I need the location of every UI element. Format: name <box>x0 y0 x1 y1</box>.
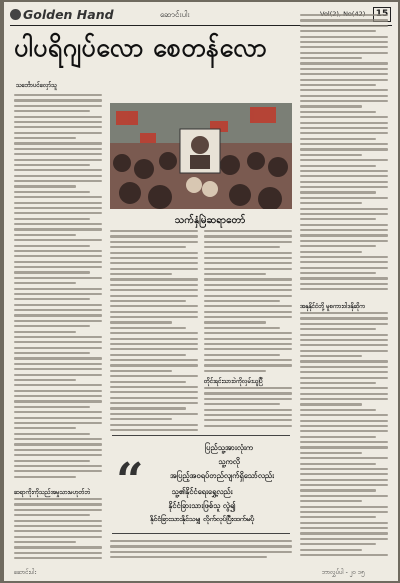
body-text-line <box>14 164 90 166</box>
body-text-line <box>300 549 362 551</box>
body-text-line <box>300 46 388 48</box>
body-text-line <box>300 489 376 491</box>
body-text-line <box>14 212 102 214</box>
body-text-line <box>300 165 376 167</box>
body-text-line <box>204 241 292 243</box>
body-text-line <box>14 520 102 522</box>
body-text-line <box>14 347 102 349</box>
body-text-line <box>14 411 102 413</box>
body-text-line <box>300 468 388 470</box>
body-text-line <box>110 386 198 388</box>
body-text-line <box>204 425 292 427</box>
body-text-line <box>204 321 266 323</box>
body-text-line <box>14 331 76 333</box>
body-text-line <box>300 116 388 118</box>
article-headline: ပါပရိဂျပ်လော စေတန်လော <box>14 33 268 62</box>
body-text-line <box>300 224 388 226</box>
body-text-line <box>204 311 292 313</box>
body-text-line <box>204 295 292 297</box>
body-text-line <box>110 311 198 313</box>
body-text-line <box>204 300 280 302</box>
body-text-line <box>110 545 292 547</box>
body-text-line <box>110 273 172 275</box>
pull-quote-line: ပြည်သူ့အားလုံးက <box>204 443 254 452</box>
body-text-line <box>300 170 388 172</box>
body-text-line <box>300 267 388 269</box>
body-text-line <box>300 154 362 156</box>
body-text-line <box>14 255 102 257</box>
body-text-line <box>110 332 198 334</box>
body-text-line <box>14 530 102 532</box>
body-text-line <box>14 357 102 359</box>
body-text-line <box>14 261 102 263</box>
body-text-line <box>14 443 102 445</box>
section-subhead: အနုနိုင်ငံတို့ မူစကားဝါဒနိုဆိုက <box>300 303 366 310</box>
body-text-line <box>14 509 102 511</box>
body-text-line <box>110 262 198 264</box>
body-text-line <box>14 465 102 467</box>
body-text-line <box>300 240 388 242</box>
body-text-line <box>14 400 102 402</box>
body-text-line <box>300 95 388 97</box>
body-text-line <box>300 522 388 524</box>
body-text-line <box>300 371 388 373</box>
body-text-line <box>110 343 198 345</box>
body-text-line <box>110 418 172 420</box>
body-text-line <box>204 348 292 350</box>
body-text-line <box>300 288 388 290</box>
body-text-line <box>204 398 292 400</box>
body-text-line <box>14 514 90 516</box>
body-text-line <box>110 230 198 232</box>
body-text-line <box>14 169 102 171</box>
body-text-line <box>110 354 186 356</box>
body-text-line <box>110 375 198 377</box>
body-text-line <box>110 348 198 350</box>
body-text-line <box>300 57 362 59</box>
section-subhead: တိုင်းရင်းသားဝဲကိုလှမ်းယူပြီ <box>204 378 263 385</box>
body-text-line <box>110 316 198 318</box>
body-text-line <box>300 355 362 357</box>
body-text-line <box>204 252 292 254</box>
body-text-line <box>110 257 198 259</box>
body-text-line <box>14 202 102 204</box>
body-text-line <box>300 25 388 27</box>
body-text-line <box>300 516 376 518</box>
body-text-line <box>204 246 280 248</box>
body-text-line <box>14 159 102 161</box>
body-text-line <box>204 354 280 356</box>
body-text-line <box>300 398 388 400</box>
pull-quote-line: အပြည့်အဝရပ်တည်လျက်ရှိသော်လည်း <box>169 471 275 480</box>
body-text-line <box>14 105 102 107</box>
body-text-line <box>300 272 376 274</box>
body-text-line <box>14 374 102 376</box>
section-subhead: ဆရာကိုးကိုသည်အမှုသားမဟုတ်ဘဲ <box>14 489 91 496</box>
body-text-line <box>300 84 376 86</box>
body-text-line <box>110 289 198 291</box>
body-text-line <box>300 73 388 75</box>
body-text-line <box>300 52 388 54</box>
body-text-line <box>14 99 102 101</box>
body-text-line <box>300 441 388 443</box>
body-text-line <box>14 352 90 354</box>
body-text-line <box>204 235 292 237</box>
body-text-line <box>14 309 102 311</box>
body-text-line <box>300 452 362 454</box>
body-column-right <box>300 14 388 294</box>
body-text-line <box>14 180 102 182</box>
body-text-line <box>300 457 388 459</box>
body-text-line <box>300 111 376 113</box>
body-text-line <box>300 143 388 145</box>
body-text-line <box>14 546 102 548</box>
body-text-line <box>14 116 102 118</box>
body-text-line <box>300 377 388 379</box>
body-text-line <box>110 402 198 404</box>
body-text-line <box>300 430 388 432</box>
body-text-line <box>204 392 292 394</box>
body-text-line <box>204 273 266 275</box>
body-text-line <box>300 19 388 21</box>
body-text-line <box>14 433 90 435</box>
body-text-line <box>300 543 376 545</box>
body-text-line <box>14 341 102 343</box>
body-text-line <box>14 218 90 220</box>
body-text-line <box>110 407 186 409</box>
hand-logo-icon <box>10 9 21 20</box>
body-column-middle-a <box>110 230 198 434</box>
body-text-line <box>110 424 198 426</box>
body-text-line <box>300 105 362 107</box>
body-text-line <box>300 122 388 124</box>
body-text-line <box>300 181 388 183</box>
body-text-line <box>14 266 102 268</box>
body-text-line <box>300 138 376 140</box>
body-text-line <box>14 148 102 150</box>
body-text-line <box>300 527 388 529</box>
body-column-middle-b <box>204 230 292 375</box>
body-text-line <box>110 235 198 237</box>
body-text-line <box>300 229 388 231</box>
pull-quote-rule-bottom <box>112 533 290 534</box>
pull-quote-line: နိုင်ငံခြားသားနိုင်သမျှ လိုက်လုပ်ပြီးထက်မပို <box>149 515 255 523</box>
body-text-line <box>110 241 198 243</box>
body-text-line <box>14 336 102 338</box>
body-text-line <box>300 208 388 210</box>
body-text-line <box>14 320 102 322</box>
body-text-line <box>300 256 388 258</box>
body-text-line <box>110 381 186 383</box>
body-text-line <box>300 360 388 362</box>
body-text-line <box>204 278 292 280</box>
body-text-line <box>300 463 376 465</box>
body-text-line <box>300 14 388 16</box>
body-text-line <box>300 41 388 43</box>
body-text-line <box>14 196 102 198</box>
body-text-line <box>14 454 102 456</box>
body-text-line <box>14 406 90 408</box>
body-text-line <box>14 191 90 193</box>
body-text-line <box>204 387 292 389</box>
body-text-line <box>204 403 280 405</box>
pull-quote-line: သူ့ကလို <box>218 457 240 466</box>
body-text-line <box>204 230 292 232</box>
body-text-line <box>300 473 388 475</box>
body-text-line <box>110 305 198 307</box>
pull-quote-line: သူ့၏နိုင်ငံရေးရွှေ့လည်း <box>171 487 233 496</box>
magazine-page <box>4 2 398 581</box>
body-text-line <box>300 532 388 534</box>
body-text-line <box>204 289 292 291</box>
body-text-line <box>300 328 376 330</box>
body-text-line <box>14 142 102 144</box>
body-text-line <box>300 30 376 32</box>
body-text-line <box>300 511 388 513</box>
body-text-line <box>204 364 292 366</box>
body-text-line <box>204 257 292 259</box>
publication-logo <box>10 7 114 22</box>
body-text-line <box>204 305 292 307</box>
body-text-line <box>110 268 198 270</box>
body-text-line <box>300 36 388 38</box>
body-text-line <box>300 366 388 368</box>
body-text-line <box>300 132 388 134</box>
body-text-line <box>204 343 292 345</box>
pull-quote-line: နိုင်ငံခြားသားဖြစ်သူ လွဲ၍ <box>168 501 236 510</box>
section-label: ဆောင်းပါး <box>160 10 190 19</box>
body-text-line <box>204 332 292 334</box>
body-text-line <box>14 438 102 440</box>
body-text-line <box>14 185 76 187</box>
body-text-line <box>300 484 388 486</box>
body-column-left <box>14 94 102 481</box>
body-text-line <box>300 409 376 411</box>
footer-right: ဘာလွှပ်ပါ - ၂၀ ၁၅ <box>322 569 365 576</box>
body-text-line <box>110 391 198 393</box>
body-text-line <box>110 397 198 399</box>
body-text-line <box>14 298 90 300</box>
article-photo <box>110 103 292 209</box>
body-text-line <box>300 323 388 325</box>
body-text-line <box>14 288 102 290</box>
body-text-line <box>300 127 388 129</box>
body-text-line <box>204 327 280 329</box>
body-text-line <box>300 148 388 150</box>
body-text-line <box>14 541 76 543</box>
body-text-line <box>110 359 198 361</box>
body-text-line <box>110 278 198 280</box>
body-text-line <box>110 540 292 542</box>
body-text-line <box>300 234 388 236</box>
body-text-line <box>204 414 292 416</box>
body-column-middle-c <box>204 387 292 430</box>
body-text-line <box>300 339 388 341</box>
body-text-line <box>14 476 76 478</box>
body-text-line <box>300 251 362 253</box>
body-text-line <box>14 395 102 397</box>
body-text-line <box>14 94 102 96</box>
body-text-line <box>300 350 388 352</box>
body-text-line <box>14 557 102 559</box>
quote-mark-icon: “ <box>116 453 144 509</box>
body-text-line <box>300 500 362 502</box>
body-text-line <box>300 175 388 177</box>
body-text-line <box>300 197 388 199</box>
body-text-line <box>14 250 102 252</box>
body-text-line <box>204 316 292 318</box>
body-text-line <box>300 79 388 81</box>
body-text-line <box>300 89 388 91</box>
body-text-line <box>300 218 376 220</box>
body-text-line <box>110 327 186 329</box>
body-text-line <box>14 368 102 370</box>
body-text-line <box>204 338 292 340</box>
body-text-line <box>300 446 388 448</box>
body-text-line <box>14 384 102 386</box>
body-text-line <box>14 277 102 279</box>
body-text-line <box>110 556 267 558</box>
body-text-line <box>14 363 102 365</box>
body-text-line <box>300 68 388 70</box>
footer-left: ဆောင်းပါး <box>14 569 37 576</box>
body-text-line <box>204 409 292 411</box>
body-text-line <box>300 436 376 438</box>
body-text-line <box>14 293 102 295</box>
body-text-line <box>300 495 388 497</box>
body-text-line <box>300 425 388 427</box>
body-text-line <box>14 525 102 527</box>
body-text-line <box>14 223 102 225</box>
body-text-line <box>14 153 102 155</box>
photo-caption: သက်နှံမြဲဆရာတော် <box>174 215 246 226</box>
body-text-line <box>300 506 388 508</box>
body-text-line <box>14 228 102 230</box>
body-text-line <box>14 427 76 429</box>
body-text-line <box>110 321 172 323</box>
body-text-line <box>300 277 388 279</box>
body-text-line <box>110 551 292 553</box>
body-text-line <box>110 295 198 297</box>
body-text-line <box>14 282 76 284</box>
body-text-line <box>300 202 362 204</box>
body-text-line <box>14 137 76 139</box>
body-text-line <box>14 379 76 381</box>
body-text-line <box>204 359 292 361</box>
body-text-line <box>14 314 102 316</box>
body-text-line <box>300 100 388 102</box>
body-text-line <box>300 245 376 247</box>
body-text-line <box>14 417 102 419</box>
body-text-line <box>204 284 292 286</box>
body-text-line <box>110 300 186 302</box>
body-text-line <box>14 110 90 112</box>
body-text-line <box>204 419 292 421</box>
body-text-line <box>204 262 292 264</box>
body-text-line <box>300 554 388 556</box>
body-text-line <box>300 159 388 161</box>
body-text-line <box>300 414 388 416</box>
body-text-line <box>300 283 388 285</box>
body-text-line <box>14 325 90 327</box>
body-text-line <box>110 413 198 415</box>
body-text-line <box>300 213 388 215</box>
body-text-line <box>14 245 90 247</box>
body-text-line <box>110 252 198 254</box>
body-text-line <box>110 370 172 372</box>
body-text-line <box>14 239 102 241</box>
body-text-line <box>14 390 102 392</box>
body-text-line <box>14 449 102 451</box>
body-text-line <box>110 364 198 366</box>
protest-photo-illustration <box>110 103 292 209</box>
body-text-line <box>300 186 388 188</box>
body-text-line <box>14 536 102 538</box>
body-text-line <box>300 312 388 314</box>
body-text-line <box>300 334 388 336</box>
body-text-line <box>14 121 102 123</box>
logo-text: Golden Hand <box>23 7 114 22</box>
body-text-line <box>14 207 102 209</box>
body-text-line <box>14 460 90 462</box>
body-text-line <box>14 126 102 128</box>
body-text-line <box>300 393 388 395</box>
body-text-line <box>300 387 388 389</box>
body-text-line <box>300 317 388 319</box>
body-text-line <box>110 284 198 286</box>
body-text-line <box>300 344 388 346</box>
body-text-line <box>110 429 198 431</box>
body-text-line <box>300 403 362 405</box>
body-text-line <box>14 503 102 505</box>
body-column-bottom <box>110 540 292 562</box>
pull-quote-rule-top <box>112 435 290 436</box>
body-text-line <box>204 370 266 372</box>
body-text-line <box>300 191 376 193</box>
body-column-left-lower <box>14 498 102 563</box>
body-text-line <box>14 498 102 500</box>
body-text-line <box>110 338 198 340</box>
body-text-line <box>300 479 388 481</box>
body-column-right-lower <box>300 312 388 559</box>
body-text-line <box>300 420 388 422</box>
body-text-line <box>14 132 102 134</box>
body-text-line <box>300 538 388 540</box>
body-text-line <box>300 62 388 64</box>
body-text-line <box>14 422 102 424</box>
body-text-line <box>300 261 388 263</box>
body-text-line <box>14 175 102 177</box>
body-text-line <box>14 234 76 236</box>
body-text-line <box>204 268 292 270</box>
body-text-line <box>14 552 102 554</box>
body-text-line <box>300 382 376 384</box>
article-byline: သင်္ဘောပင်လှော်သူ <box>16 82 57 89</box>
body-text-line <box>14 271 90 273</box>
body-text-line <box>14 470 102 472</box>
body-text-line <box>110 246 186 248</box>
body-text-line <box>14 304 102 306</box>
